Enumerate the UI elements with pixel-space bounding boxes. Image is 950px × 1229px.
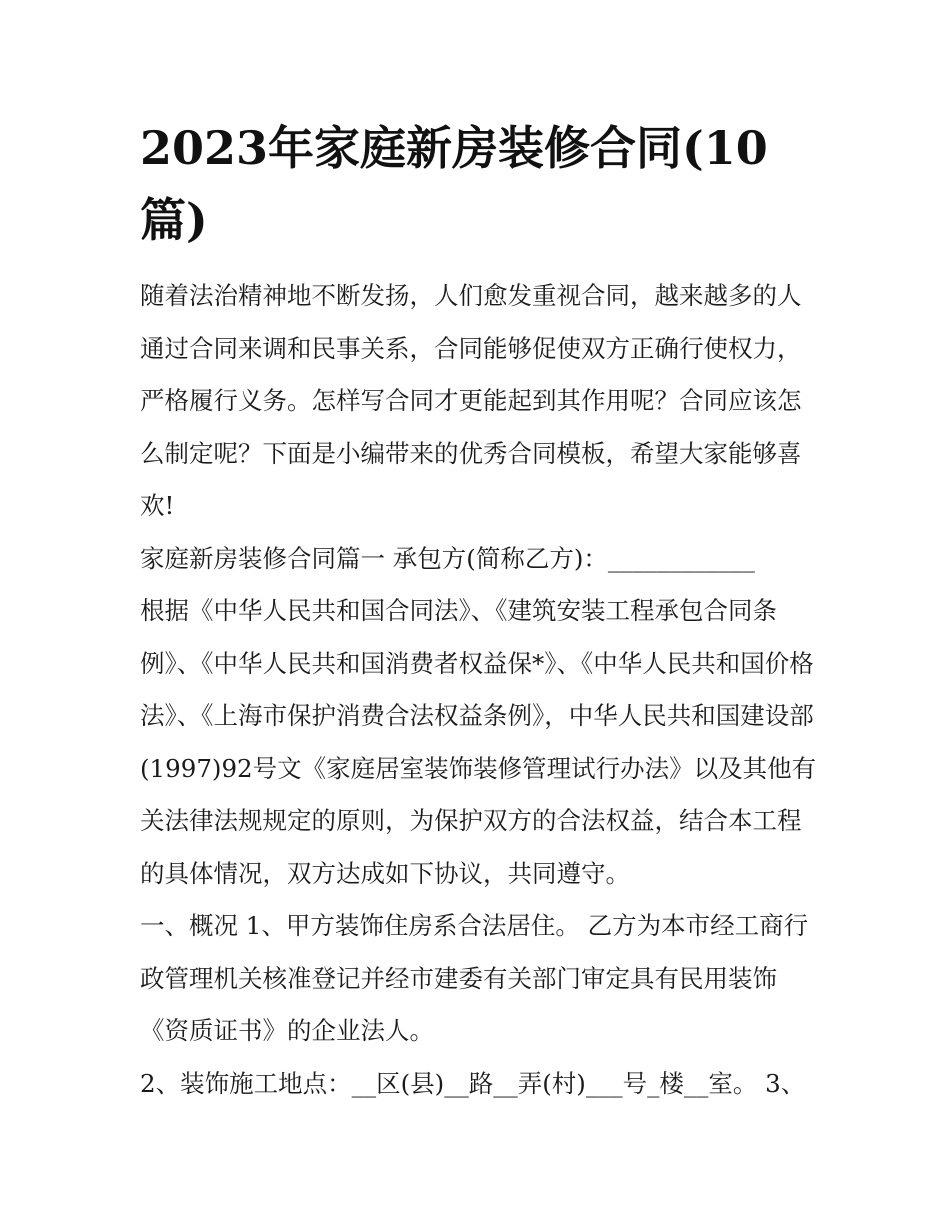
contract-party-line: 家庭新房装修合同篇一 承包方(简称乙方)：____________ [140,543,755,573]
legal-basis-paragraph: 根据《中华人民共和国合同法》、《建筑安装工程承包合同条例》、《中华人民共和国消费者权益保*》、《中华人民共和国价格法》、《上海市保护消费合法权益条例》，中华人民共和国建设部(1997)92号文《家庭居室装饰装修管理试行办法》以及其他有关法律法规规定的原则，为保护双方的合法权益，结合本工程的具体情况，双方达成如下协议，共同遵守。 [140,596,817,888]
intro-paragraph: 随着法治精神地不断发扬，人们愈发重视合同，越来越多的人通过合同来调和民事关系，合同能够促使双方正确行使权力，严格履行义务。怎样写合同才更能起到其作用呢？合同应该怎么制定呢？下面是小编带来的优秀合同模板，希望大家能够喜欢! [140,281,802,520]
site-address-paragraph: 2、装饰施工地点：__区(县)__路__弄(村)___号_楼__室。 3、 [140,1068,806,1098]
document-body [140,112,820,1110]
document-title: 2023年家庭新房装修合同(10篇) [140,121,768,247]
overview-paragraph: 一、概况 1、甲方装饰住房系合法居住。 乙方为本市经工商行政管理机关核准登记并经市建委有关部门审定具有民用装饰《资质证书》的企业法人。 [140,911,809,1045]
